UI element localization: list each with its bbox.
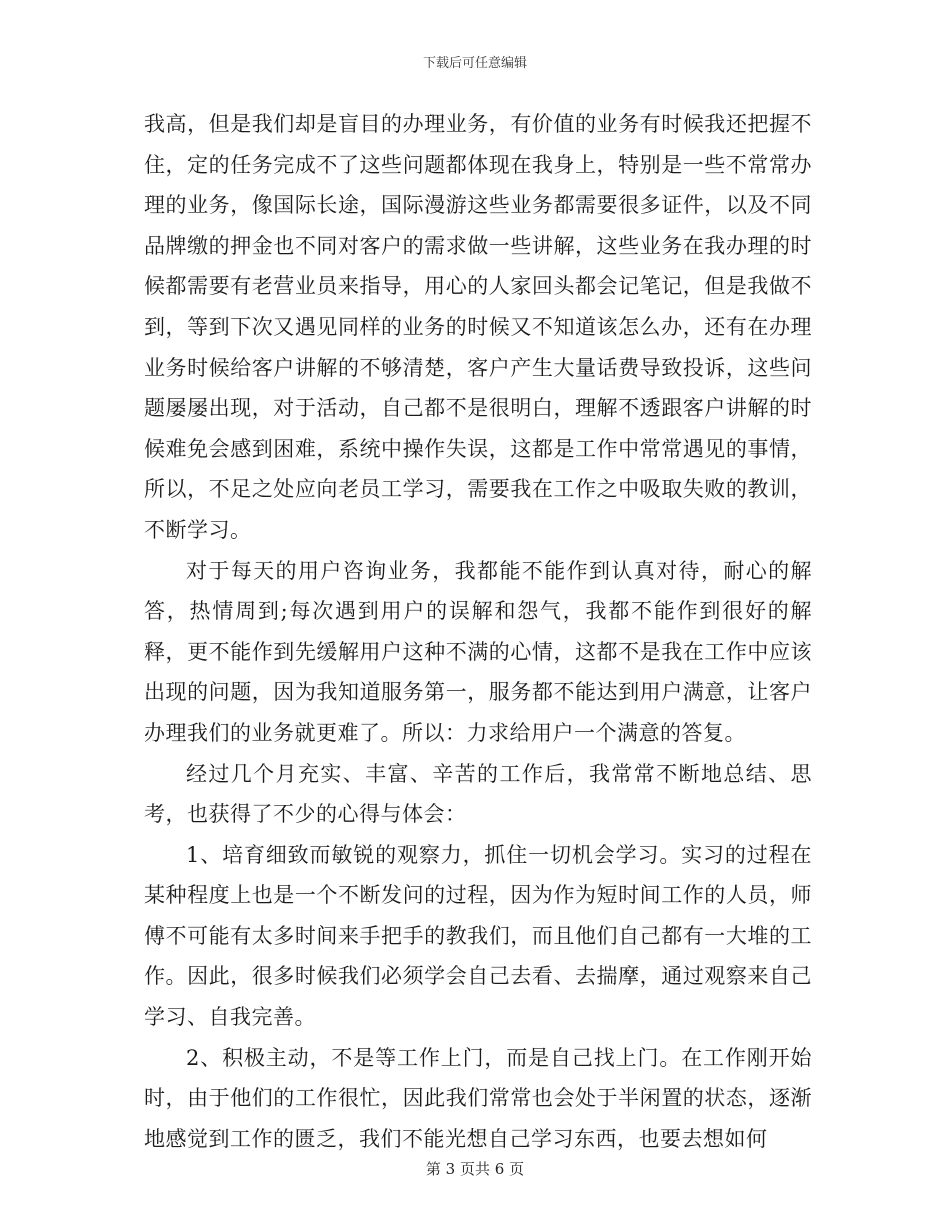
page-number: 第 3 页共 6 页 <box>425 1160 525 1178</box>
document-body <box>144 104 812 1159</box>
paragraph-continuation: 我高，但是我们却是盲目的办理业务，有价值的业务有时候我还把握不住，定的任务完成不了这些问题都体现在我身上，特别是一些不常常办理的业务，像国际长途，国际漫游这些业务都需要很多证件，以及不同品牌缴的押金也不同对客户的需求做一些讲解，这些业务在我办理的时候都需要有老营业员来指导，用心的人家回头都会记笔记，但是我做不到，等到下次又遇见同样的业务的时候又不知道该怎么办，还有在办理业务时候给客户讲解的不够清楚，客户产生大量话费导致投诉，这些问题屡屡出现，对于活动，自己都不是很明白，理解不透跟客户讲解的时候难免会感到困难，系统中操作失误，这都是工作中常常遇见的事情，所以，不足之处应向老员工学习，需要我在工作之中吸取失败的教训，不断学习。 <box>144 112 812 542</box>
paragraph: 2、积极主动，不是等工作上门，而是自己找上门。在工作刚开始时，由于他们的工作很忙，因此我们常常也会处于半闲置的状态，逐渐地感觉到工作的匮乏，我们不能光想自己学习东西，也要去想如何 <box>144 1045 812 1151</box>
page-footer <box>0 1158 950 1179</box>
header-note: 下载后可任意编辑 <box>422 56 527 71</box>
paragraph: 对于每天的用户咨询业务，我都能不能作到认真对待，耐心的解答，热情周到;每次遇到用户的误解和怨气，我都不能作到很好的解释，更不能作到先缓解用户这种不满的心情，这都不是我在工作中应该出现的问题，因为我知道服务第一，服务都不能达到用户满意，让客户办理我们的业务就更难了。所以：力求给用户一个满意的答复。 <box>144 558 812 745</box>
paragraph: 1、培育细致而敏锐的观察力，抓住一切机会学习。实习的过程在某种程度上也是一个不断发问的过程，因为作为短时间工作的人员，师傅不可能有太多时间来手把手的教我们，而且他们自己都有一大堆的工作。因此，很多时候我们必须学会自己去看、去揣摩，通过观察来自己学习、自我完善。 <box>144 842 812 1030</box>
page-header <box>0 52 950 71</box>
paragraph: 经过几个月充实、丰富、辛苦的工作后，我常常不断地总结、思考，也获得了不少的心得与体会： <box>144 761 812 827</box>
